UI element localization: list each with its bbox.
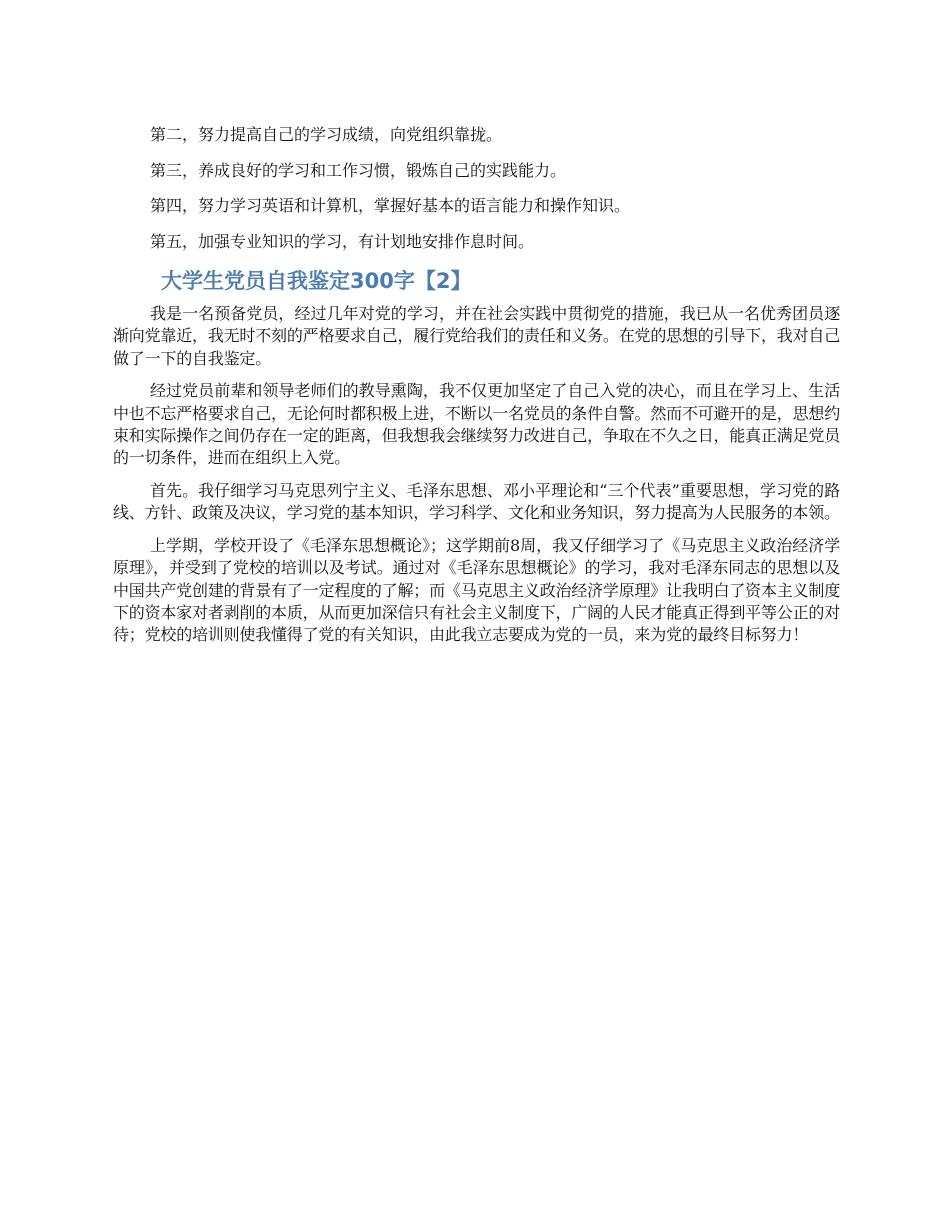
paragraph-study-theory: 首先。我仔细学习马克思列宁主义、毛泽东思想、邓小平理论和“三个代表”重要思想，学习党的路线、方针、政策及决议，学习党的基本知识，学习科学、文化和业务知识，努力提高为人民服务的本领。 (113, 481, 840, 523)
list-item-third: 第三，养成良好的学习和工作习惯，锻炼自己的实践能力。 (150, 160, 567, 180)
paragraph-guidance: 经过党员前辈和领导老师们的教导熏陶，我不仅更加坚定了自己入党的决心，而且在学习上、生活中也不忘严格要求自己，无论何时都积极上进，不断以一名党员的条件自警。然而不可避开的是，思想约束和实际操作之间仍存在一定的距离，但我想我会继续努力改进自己，争取在不久之日，能真正满足党员的一切条件，进而在组织上入党。 (113, 381, 840, 468)
paragraph-intro: 我是一名预备党员，经过几年对党的学习，并在社会实践中贯彻党的措施，我已从一名优秀团员逐渐向党靠近，我无时不刻的严格要求自己，履行党给我们的责任和义务。在党的思想的引导下，我对自己做了一下的自我鉴定。 (113, 304, 840, 368)
section-heading: 大学生党员自我鉴定300字【2】 (161, 269, 472, 293)
paragraph-courses: 上学期，学校开设了《毛泽东思想概论》；这学期前8周，我又仔细学习了《马克思主义政治经济学原理》，并受到了党校的培训以及考试。通过对《毛泽东思想概论》的学习，我对毛泽东同志的思想以及中国共产党创建的背景有了一定程度的了解；而《马克思主义政治经济学原理》让我明白了资本主义制度下的资本家对者剥削的本质，从而更加深信只有社会主义制度下，广阔的人民才能真正得到平等公正的对待；党校的培训则使我懂得了党的有关知识，由此我立志要成为党的一员，来为党的最终目标努力！ (113, 536, 840, 645)
document-body (113, 122, 840, 657)
list-item-fourth: 第四，努力学习英语和计算机，掌握好基本的语言能力和操作知识。 (150, 196, 631, 215)
list-item-second: 第二，努力提高自己的学习成绩，向党组织靠拢。 (150, 125, 503, 144)
list-item-fifth: 第五，加强专业知识的学习，有计划地安排作息时间。 (150, 231, 535, 251)
